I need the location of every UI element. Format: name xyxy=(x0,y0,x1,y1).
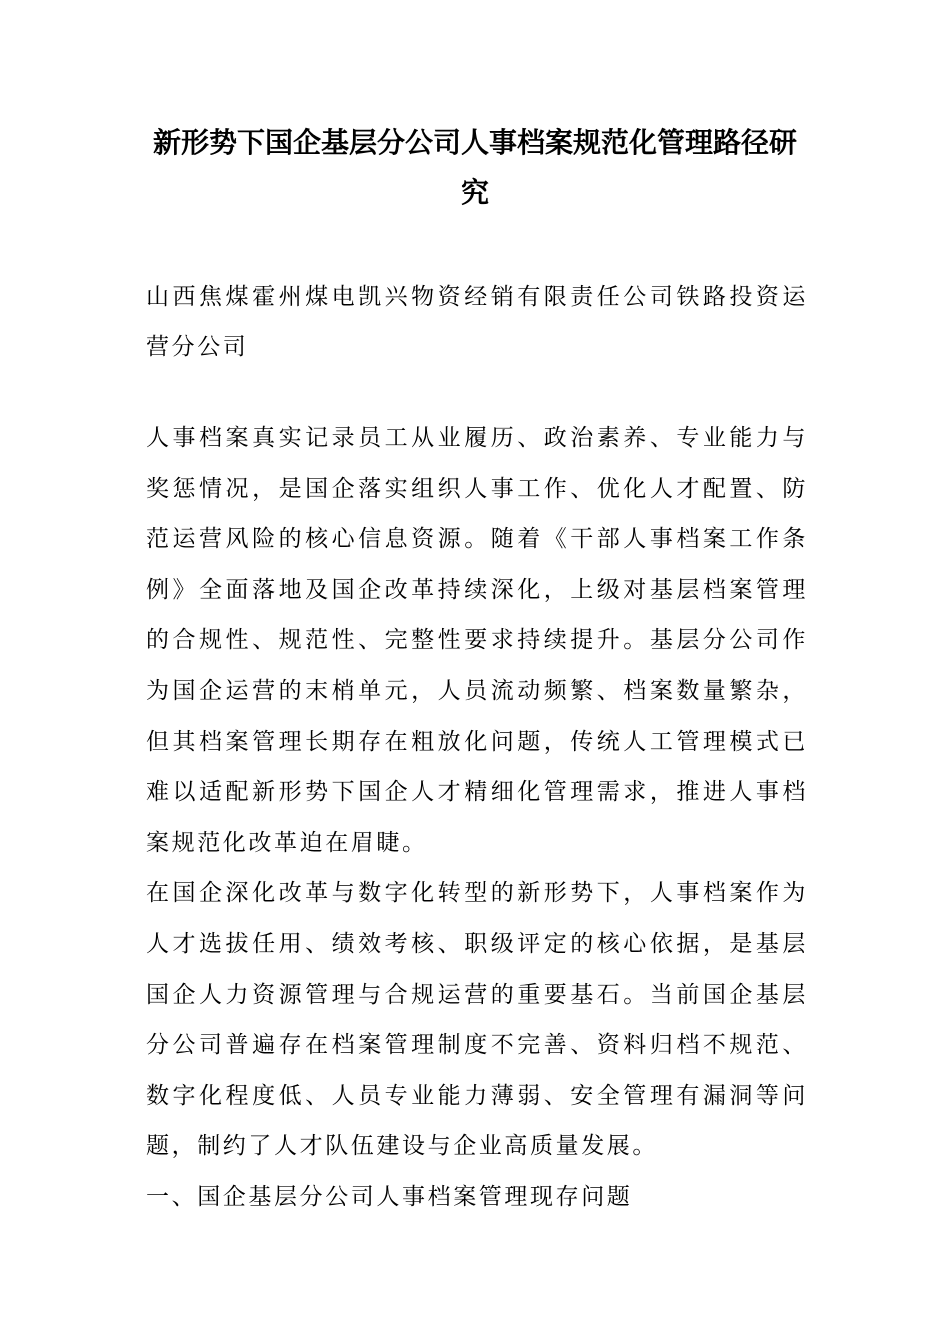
body-paragraph-intro: 人事档案真实记录员工从业履历、政治素养、专业能力与奖惩情况，是国企落实组织人事工作、优化人才配置、防范运营风险的核心信息资源。随着《干部人事档案工作条例》全面落地及国企改革持续深化，上级对基层档案管理的合规性、规范性、完整性要求持续提升。基层分公司作为国企运营的末梢单元，人员流动频繁、档案数量繁杂，但其档案管理长期存在粗放化问题，传统人工管理模式已难以适配新形势下国企人才精细化管理需求，推进人事档案规范化改革迫在眉睫。 xyxy=(146,425,808,856)
author-affiliation: 山西焦煤霍州煤电凯兴物资经销有限责任公司铁路投资运营分公司 xyxy=(146,284,808,360)
body-paragraph-context: 在国企深化改革与数字化转型的新形势下，人事档案作为人才选拔任用、绩效考核、职级评定的核心依据，是基层国企人力资源管理与合规运营的重要基石。当前国企基层分公司普遍存在档案管理制度不完善、资料归档不规范、数字化程度低、人员专业能力薄弱、安全管理有漏洞等问题，制约了人才队伍建设与企业高质量发展。 xyxy=(146,880,808,1160)
section-heading: 一、国企基层分公司人事档案管理现存问题 xyxy=(146,1183,633,1210)
document-title: 新形势下国企基层分公司人事档案规范化管理路径研究 xyxy=(152,126,797,209)
document-body xyxy=(146,413,808,1223)
